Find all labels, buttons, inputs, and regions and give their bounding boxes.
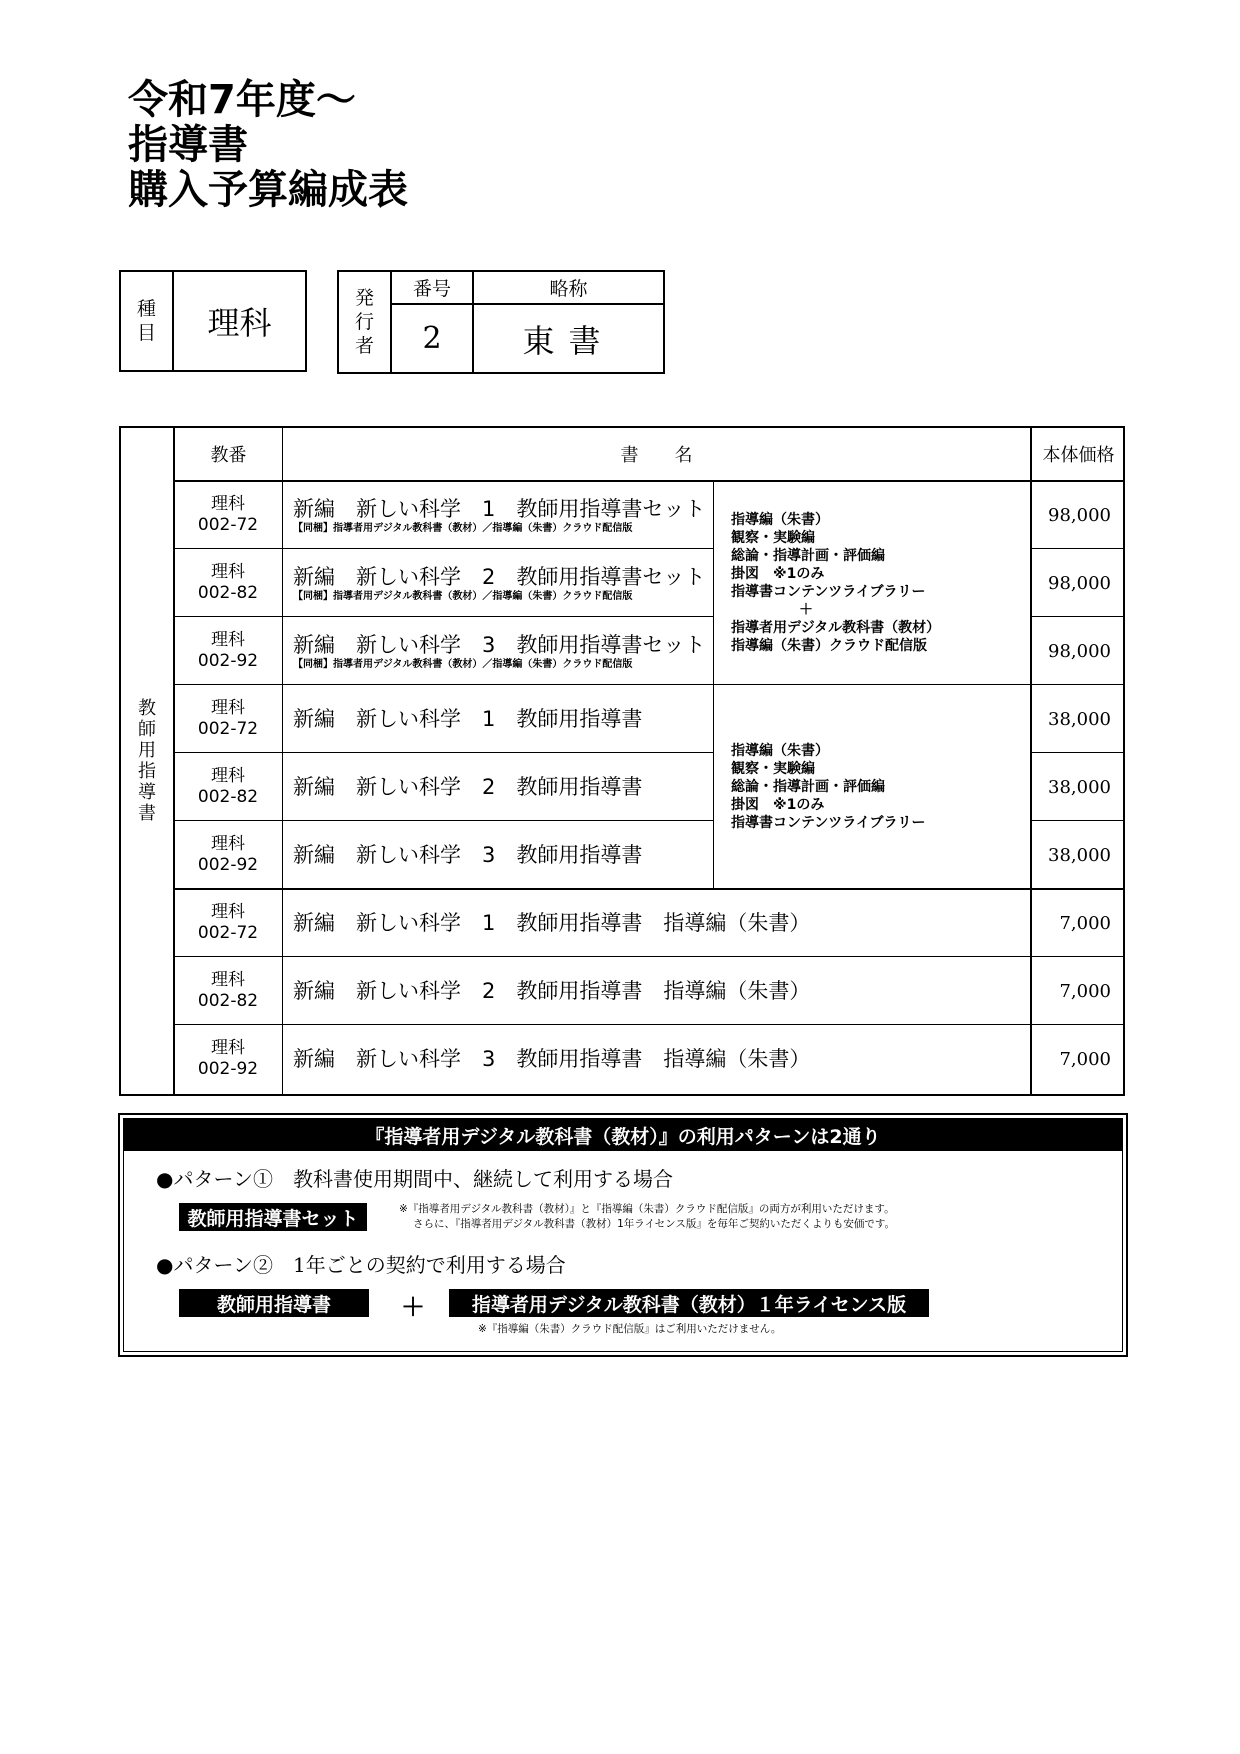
kyoban-code: 002-72 <box>197 719 259 739</box>
divider <box>282 428 283 1094</box>
header-price: 本体価格 <box>1042 445 1115 466</box>
kyoban-subject: 理科 <box>211 766 245 786</box>
kyoban-cell <box>175 889 281 957</box>
pattern2-plus: ＋ <box>401 1293 425 1321</box>
book-name-cell <box>293 889 810 957</box>
book-bundle-note: 【同梱】指導者用デジタル教科書（教材）／指導編（朱書）クラウド配信版 <box>293 590 633 602</box>
usage-pattern-header: 『指導者用デジタル教科書（教材）』の利用パターンは2通り <box>124 1119 1122 1151</box>
book-name: 新編 新しい科学 3 教師用指導書セット <box>293 632 706 657</box>
section-label-char: 用 <box>138 740 156 761</box>
book-name: 新編 新しい科学 1 教師用指導書 指導編（朱書） <box>293 911 811 935</box>
section-label-char: 書 <box>138 803 156 824</box>
contents-item: 指導編（朱書） <box>731 511 829 528</box>
price-cell: 98,000 <box>1048 572 1111 594</box>
contents-item: 観察・実験編 <box>731 760 815 777</box>
book-name: 新編 新しい科学 2 教師用指導書セット <box>293 564 706 589</box>
book-name-cell <box>293 821 642 889</box>
kyoban-code: 002-72 <box>197 515 259 535</box>
kyoban-code: 002-82 <box>197 787 259 807</box>
kyoban-cell <box>175 957 281 1025</box>
kyoban-subject: 理科 <box>211 630 245 650</box>
pattern1-badge: 教師用指導書セット <box>179 1203 367 1231</box>
header-kyoban: 教番 <box>210 445 247 466</box>
section-label-char: 導 <box>138 782 156 803</box>
pattern1-note-line2: さらに、『指導者用デジタル教科書（教材）1年ライセンス版』を毎年ご契約いただくよりも安価です。 <box>413 1218 896 1230</box>
kyoban-subject: 理科 <box>211 494 245 514</box>
contents-item: 指導編（朱書） <box>731 742 829 759</box>
price-cell: 98,000 <box>1048 504 1111 526</box>
pattern1-note-line1: ※『指導者用デジタル教科書（教材）』と『指導編（朱書）クラウド配信版』の両方が利用いただけます。 <box>399 1203 895 1215</box>
kyoban-code: 002-92 <box>197 855 259 875</box>
book-bundle-note: 【同梱】指導者用デジタル教科書（教材）／指導編（朱書）クラウド配信版 <box>293 522 633 534</box>
contents-plus: ＋ <box>799 601 813 618</box>
contents-item: 総論・指導計画・評価編 <box>731 547 885 564</box>
contents-item: 指導編（朱書）クラウド配信版 <box>731 637 927 654</box>
book-name-cell <box>293 617 705 685</box>
kyoban-subject: 理科 <box>211 902 245 922</box>
section-label-char: 教 <box>138 698 156 719</box>
set-contents-list <box>731 481 1031 684</box>
contents-item: 掛図 ※1のみ <box>731 565 825 582</box>
guide-contents-list <box>731 685 1031 888</box>
contents-item: 指導書コンテンツライブラリー <box>731 814 926 831</box>
book-name-cell <box>293 1025 810 1093</box>
title-line-name: 購入予算編成表 <box>128 167 408 213</box>
book-name: 新編 新しい科学 3 教師用指導書 指導編（朱書） <box>293 1047 811 1071</box>
kyoban-cell <box>175 617 281 685</box>
kyoban-cell <box>175 821 281 889</box>
section-label-char: 指 <box>138 761 156 782</box>
publisher-label-char: 行 <box>354 311 374 333</box>
kyoban-code: 002-82 <box>197 583 259 603</box>
pattern2-badge-guide: 教師用指導書 <box>179 1289 369 1317</box>
page-title <box>128 78 408 213</box>
kyoban-subject: 理科 <box>211 1038 245 1058</box>
price-cell: 7,000 <box>1059 1048 1111 1070</box>
price-cell: 38,000 <box>1048 708 1111 730</box>
pattern2-title: ●パターン② 1年ごとの契約で利用する場合 <box>156 1253 566 1277</box>
kyoban-subject: 理科 <box>211 834 245 854</box>
book-name-cell <box>293 685 642 753</box>
publisher-box <box>337 270 665 374</box>
subject-value: 理科 <box>207 304 272 342</box>
kyoban-code: 002-92 <box>197 651 259 671</box>
kyoban-subject: 理科 <box>211 970 245 990</box>
kyoban-cell <box>175 1025 281 1093</box>
pattern1-title: ●パターン① 教科書使用期間中、継続して利用する場合 <box>156 1167 674 1191</box>
kyoban-cell <box>175 753 281 821</box>
usage-pattern-box <box>118 1113 1128 1357</box>
publisher-label-char: 発 <box>354 287 374 309</box>
book-name-cell <box>293 957 810 1025</box>
kyoban-cell <box>175 685 281 753</box>
subject-label-char: 種 <box>136 298 156 320</box>
contents-item: 掛図 ※1のみ <box>731 796 825 813</box>
price-cell: 98,000 <box>1048 640 1111 662</box>
book-name: 新編 新しい科学 3 教師用指導書 <box>293 843 643 867</box>
pattern2-note: ※『指導編（朱書）クラウド配信版』はご利用いただけません。 <box>478 1323 782 1335</box>
price-cell: 38,000 <box>1048 776 1111 798</box>
contents-item: 総論・指導計画・評価編 <box>731 778 885 795</box>
book-name: 新編 新しい科学 2 教師用指導書 <box>293 775 643 799</box>
price-cell: 7,000 <box>1059 912 1111 934</box>
kyoban-code: 002-82 <box>197 991 259 1011</box>
kyoban-subject: 理科 <box>211 562 245 582</box>
kyoban-cell <box>175 481 281 549</box>
publisher-grid <box>392 272 663 372</box>
kyoban-code: 002-92 <box>197 1059 259 1079</box>
publisher-label-char: 者 <box>354 335 374 357</box>
subject-box <box>119 270 307 372</box>
budget-table <box>119 426 1125 1096</box>
contents-item: 観察・実験編 <box>731 529 815 546</box>
publisher-number-header: 番号 <box>392 272 474 305</box>
kyoban-cell <box>175 549 281 617</box>
book-name-cell <box>293 481 705 549</box>
pattern2-badge-license: 指導者用デジタル教科書（教材）１年ライセンス版 <box>449 1289 929 1317</box>
book-name-cell <box>293 549 705 617</box>
book-bundle-note: 【同梱】指導者用デジタル教科書（教材）／指導編（朱書）クラウド配信版 <box>293 658 633 670</box>
publisher-abbr-header: 略称 <box>474 272 663 305</box>
publisher-number: 2 <box>392 305 474 372</box>
header-name: 書 名 <box>620 445 693 466</box>
book-name: 新編 新しい科学 2 教師用指導書 指導編（朱書） <box>293 979 811 1003</box>
section-label <box>121 428 173 1094</box>
price-cell: 38,000 <box>1048 844 1111 866</box>
publisher-abbr: 東書 <box>522 321 615 360</box>
contents-item: 指導者用デジタル教科書（教材） <box>731 619 941 636</box>
subject-label <box>121 272 174 370</box>
usage-pattern-inner <box>123 1118 1123 1352</box>
title-line-year: 令和7年度～ <box>128 77 356 123</box>
publisher-label <box>339 272 392 372</box>
subject-label-char: 目 <box>136 322 156 344</box>
kyoban-subject: 理科 <box>211 698 245 718</box>
title-line-type: 指導書 <box>128 122 248 168</box>
book-name: 新編 新しい科学 1 教師用指導書 <box>293 707 643 731</box>
price-cell: 7,000 <box>1059 980 1111 1002</box>
kyoban-code: 002-72 <box>197 923 259 943</box>
book-name: 新編 新しい科学 1 教師用指導書セット <box>293 496 706 521</box>
section-label-char: 師 <box>138 719 156 740</box>
contents-item: 指導書コンテンツライブラリー <box>731 583 926 600</box>
book-name-cell <box>293 753 642 821</box>
